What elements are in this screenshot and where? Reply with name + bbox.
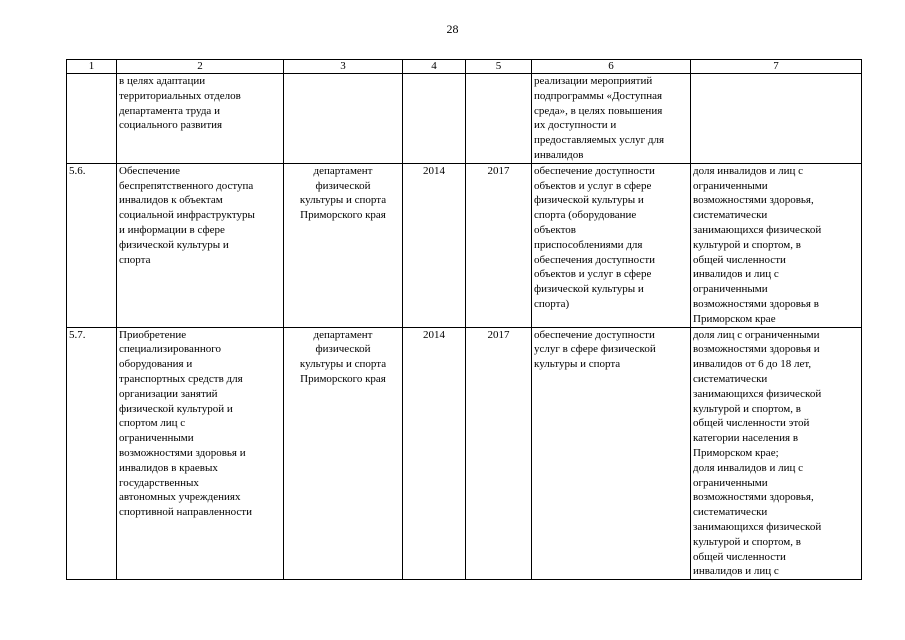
expected-result-cell: реализации мероприятий подпрограммы «Доступная среда», в целях повышения их доступности и предоставляемых услуг для инвалидов (532, 74, 691, 164)
program-activities-table (66, 59, 862, 580)
start-year-cell: 2014 (403, 163, 466, 327)
column-header-1: 1 (67, 60, 117, 74)
column-header-4: 4 (403, 60, 466, 74)
activity-name-cell: в целях адаптации территориальных отделов департамента труда и социального развития (117, 74, 284, 164)
item-number-cell: 5.6. (67, 163, 117, 327)
indicator-cell (691, 74, 862, 164)
expected-result-cell: обеспечение доступности услуг в сфере физической культуры и спорта (532, 327, 691, 580)
indicator-cell: доля инвалидов и лиц с ограниченными возможностями здоровья, систематически занимающихся физической культурой и спортом, в общей численности инвалидов и лиц с ограниченными возможностями здоровья в Приморском крае (691, 163, 862, 327)
column-header-5: 5 (466, 60, 532, 74)
end-year-cell: 2017 (466, 163, 532, 327)
page-number: 28 (446, 22, 459, 36)
activity-name-cell: Приобретение специализированного оборудования и транспортных средств для организации занятий физической культурой и спортом лиц с ограниченными возможностями здоровья и инвалидов в краевых государственных автономных учреждениях спортивной направленности (117, 327, 284, 580)
expected-result-cell: обеспечение доступности объектов и услуг в сфере физической культуры и спорта (оборудование объектов приспособлениями для обеспечения доступности объектов и услуг в сфере физической культуры и спорта) (532, 163, 691, 327)
column-header-3: 3 (284, 60, 403, 74)
executor-cell (284, 74, 403, 164)
table-row (67, 327, 862, 580)
start-year-cell (403, 74, 466, 164)
column-header-7: 7 (691, 60, 862, 74)
column-number-row (67, 60, 862, 74)
column-header-6: 6 (532, 60, 691, 74)
table-row (67, 163, 862, 327)
executor-cell: департамент физической культуры и спорта Приморского края (284, 163, 403, 327)
item-number-cell: 5.7. (67, 327, 117, 580)
end-year-cell (466, 74, 532, 164)
executor-cell: департамент физической культуры и спорта Приморского края (284, 327, 403, 580)
activity-name-cell: Обеспечение беспрепятственного доступа инвалидов к объектам социальной инфраструктуры и информации в сфере физической культуры и спорта (117, 163, 284, 327)
column-header-2: 2 (117, 60, 284, 74)
start-year-cell: 2014 (403, 327, 466, 580)
indicator-cell: доля лиц с ограниченными возможностями здоровья и инвалидов от 6 до 18 лет, систематически занимающихся физической культурой и спортом, в общей численности этой категории населения в Приморском крае; доля инвалидов и лиц с ограниченными возможностями здоровья, систематически занимающихся физической культурой и спортом, в общей численности инвалидов и лиц с (691, 327, 862, 580)
end-year-cell: 2017 (466, 327, 532, 580)
item-number-cell (67, 74, 117, 164)
table-row (67, 74, 862, 164)
